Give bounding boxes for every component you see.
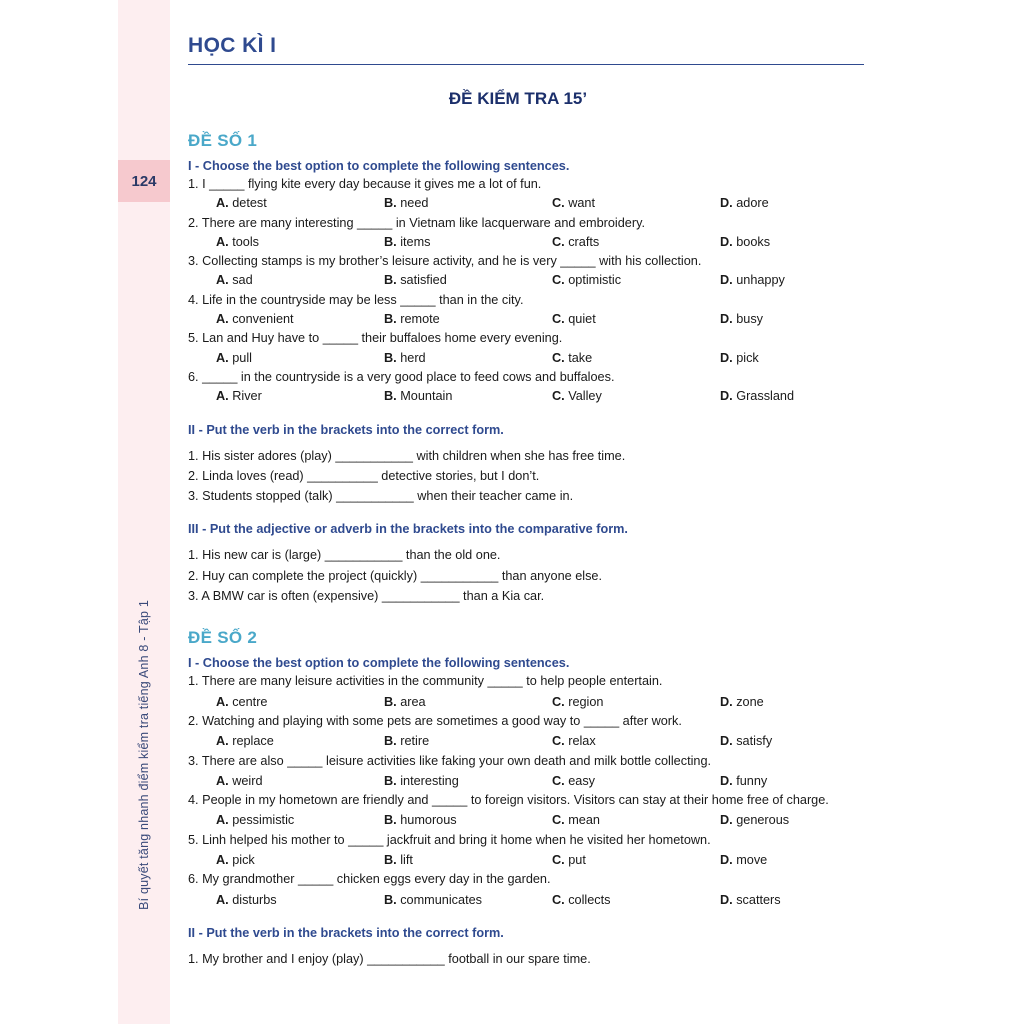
section-head-2-II: II - Put the verb in the brackets into the correct form. <box>188 925 504 940</box>
book-title-text: Bí quyết tăng nhanh điểm kiểm tra tiếng Anh 8 - Tập 1 <box>137 600 151 910</box>
exercise-line: 2. Linda loves (read) __________ detective stories, but I don’t. <box>188 468 540 483</box>
test-section-2 <box>188 628 888 969</box>
question-text: 3. Collecting stamps is my brother’s leisure activity, and he is very _____ with his collection. <box>188 254 702 269</box>
option-b[interactable]: B. satisfied <box>384 273 447 288</box>
option-b[interactable]: B. communicates <box>384 892 483 907</box>
option-c[interactable]: C. want <box>552 196 596 211</box>
question-text: 4. People in my hometown are friendly and _____ to foreign visitors. Visitors can stay at their home free of charge. <box>188 793 829 808</box>
option-c[interactable]: C. quiet <box>552 312 596 327</box>
page-number-badge <box>118 160 170 202</box>
question-text: 2. There are many interesting _____ in Vietnam like lacquerware and embroidery. <box>188 215 646 230</box>
option-c[interactable]: C. easy <box>552 773 596 788</box>
chapter-heading <box>188 34 888 65</box>
question-options <box>188 811 888 830</box>
question-text: 1. There are many leisure activities in the community _____ to help people entertain. <box>188 674 663 689</box>
question-options <box>188 693 888 712</box>
option-d[interactable]: D. scatters <box>720 892 781 907</box>
option-d[interactable]: D. busy <box>720 312 764 327</box>
question-text: 5. Lan and Huy have to _____ their buffaloes home every evening. <box>188 331 563 346</box>
section-head-1-II: II - Put the verb in the brackets into the correct form. <box>188 422 504 437</box>
option-d[interactable]: D. move <box>720 853 768 868</box>
option-a[interactable]: A. replace <box>216 734 274 749</box>
option-c[interactable]: C. put <box>552 853 586 868</box>
option-d[interactable]: D. Grassland <box>720 389 795 404</box>
option-a[interactable]: A. pull <box>216 350 252 365</box>
section-1-III-lines <box>188 546 888 606</box>
question-options <box>188 310 888 329</box>
option-b[interactable]: B. lift <box>384 853 413 868</box>
chapter-title: HỌC KÌ I <box>188 34 277 57</box>
option-a[interactable]: A. pessimistic <box>216 813 295 828</box>
question-options <box>188 732 888 751</box>
question-text: 2. Watching and playing with some pets are sometimes a good way to _____ after work. <box>188 713 682 728</box>
option-a[interactable]: A. tools <box>216 234 260 249</box>
option-a[interactable]: A. centre <box>216 694 268 709</box>
exercise-line: 3. A BMW car is often (expensive) ___________ than a Kia car. <box>188 589 545 604</box>
option-d[interactable]: D. generous <box>720 813 790 828</box>
page-number: 124 <box>131 172 157 190</box>
question-text: 6. _____ in the countryside is a very good place to feed cows and buffaloes. <box>188 369 615 384</box>
option-a[interactable]: A. pick <box>216 853 255 868</box>
exercise-line: 1. His new car is (large) ___________ than the old one. <box>188 548 501 563</box>
test-label-1: ĐỀ SỐ 1 <box>188 131 258 150</box>
option-b[interactable]: B. herd <box>384 350 426 365</box>
option-a[interactable]: A. sad <box>216 273 253 288</box>
option-a[interactable]: A. detest <box>216 196 267 211</box>
test-section-1 <box>188 131 888 606</box>
option-c[interactable]: C. mean <box>552 813 600 828</box>
option-c[interactable]: C. optimistic <box>552 273 622 288</box>
section-2-II-lines <box>188 950 888 969</box>
section-head-1-I: I - Choose the best option to complete the following sentences. <box>188 159 570 173</box>
option-a[interactable]: A. disturbs <box>216 892 277 907</box>
option-b[interactable]: B. retire <box>384 734 430 749</box>
option-d[interactable]: D. pick <box>720 350 759 365</box>
question-options <box>188 851 888 870</box>
chapter-divider <box>188 64 864 65</box>
section-2-I-questions <box>188 672 888 910</box>
question-options <box>188 387 888 406</box>
question-options <box>188 349 888 368</box>
option-b[interactable]: B. need <box>384 196 429 211</box>
question-options <box>188 772 888 791</box>
option-d[interactable]: D. books <box>720 234 771 249</box>
exercise-line: 1. His sister adores (play) ___________ with children when she has free time. <box>188 448 626 463</box>
option-b[interactable]: B. Mountain <box>384 389 453 404</box>
option-a[interactable]: A. convenient <box>216 312 294 327</box>
question-text: 5. Linh helped his mother to _____ jackfruit and bring it home when he visited her hometown. <box>188 832 711 847</box>
option-d[interactable]: D. unhappy <box>720 273 785 288</box>
exam-title: ĐỀ KIỂM TRA 15’ <box>448 89 588 108</box>
section-1-II-lines <box>188 447 888 507</box>
option-d[interactable]: D. adore <box>720 196 769 211</box>
question-options <box>188 891 888 910</box>
section-head-2-I: I - Choose the best option to complete the following sentences. <box>188 656 570 671</box>
question-text: 6. My grandmother _____ chicken eggs every day in the garden. <box>188 872 551 887</box>
book-title-vertical <box>118 600 170 1000</box>
option-b[interactable]: B. area <box>384 694 426 709</box>
option-d[interactable]: D. satisfy <box>720 734 773 749</box>
exercise-line: 2. Huy can complete the project (quickly) ___________ than anyone else. <box>188 568 603 583</box>
option-a[interactable]: A. weird <box>216 773 263 788</box>
option-b[interactable]: B. humorous <box>384 813 457 828</box>
option-c[interactable]: C. crafts <box>552 234 600 249</box>
option-b[interactable]: B. remote <box>384 312 440 327</box>
question-text: 1. I _____ flying kite every day because it gives me a lot of fun. <box>188 177 542 191</box>
question-options <box>188 194 888 213</box>
option-a[interactable]: A. River <box>216 389 262 404</box>
option-c[interactable]: C. collects <box>552 892 611 907</box>
option-b[interactable]: B. items <box>384 234 431 249</box>
question-text: 4. Life in the countryside may be less _____ than in the city. <box>188 292 524 307</box>
option-d[interactable]: D. funny <box>720 773 768 788</box>
section-head-1-III: III - Put the adjective or adverb in the brackets into the comparative form. <box>188 522 628 537</box>
question-options <box>188 233 888 252</box>
option-d[interactable]: D. zone <box>720 694 764 709</box>
option-c[interactable]: C. region <box>552 694 604 709</box>
document-content <box>188 0 888 970</box>
option-c[interactable]: C. take <box>552 350 593 365</box>
question-options <box>188 271 888 290</box>
test-label-2: ĐỀ SỐ 2 <box>188 628 258 648</box>
option-c[interactable]: C. relax <box>552 734 596 749</box>
option-b[interactable]: B. interesting <box>384 773 459 788</box>
question-text: 3. There are also _____ leisure activities like faking your own death and milk bottle collecting. <box>188 753 712 768</box>
option-c[interactable]: C. Valley <box>552 389 602 404</box>
exercise-line: 3. Students stopped (talk) ___________ when their teacher came in. <box>188 489 574 504</box>
exercise-line: 1. My brother and I enjoy (play) ___________ football in our spare time. <box>188 951 591 966</box>
